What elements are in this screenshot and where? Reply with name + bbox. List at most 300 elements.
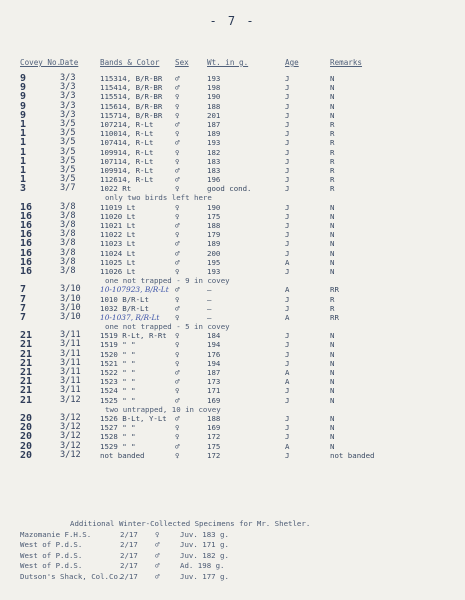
covey-cell: 1	[20, 128, 27, 140]
covey-cell: 9	[20, 109, 27, 121]
remarks-cell: N	[330, 432, 335, 442]
covey-cell: 21	[20, 348, 33, 360]
table-row	[0, 451, 465, 460]
date-cell: 3/12	[60, 449, 81, 460]
band-cell: 115614, B/R-BR	[100, 101, 163, 111]
band-cell: 109914, R-Lt	[100, 147, 154, 157]
remarks-cell: N	[330, 441, 335, 451]
sex-cell: ♀	[175, 156, 180, 166]
band-cell: 11019 Lt	[100, 202, 136, 212]
band-cell: 1521 " "	[100, 358, 136, 368]
sex-cell: ♀	[175, 294, 180, 304]
date-cell: 2/17	[120, 550, 138, 560]
remarks-cell: N	[330, 386, 335, 396]
age-cell: J	[285, 175, 290, 185]
weight-cell: 189	[207, 239, 221, 249]
weight-cell: 189	[207, 129, 221, 139]
band-cell: 1032 B/R-Lt	[100, 303, 149, 313]
date-cell: 3/8	[60, 238, 76, 249]
age-cell: J	[285, 248, 290, 258]
remarks-cell: RR	[330, 285, 339, 295]
date-cell: 3/8	[60, 247, 76, 258]
age-cell: J	[285, 349, 290, 359]
band-cell: 11023 Lt	[100, 239, 136, 249]
sex-cell: ♂	[175, 441, 180, 451]
band-cell: 11025 Lt	[100, 257, 136, 267]
table-row	[0, 184, 465, 193]
band-cell: 11026 Lt	[100, 266, 136, 276]
weight-cell: —	[207, 294, 212, 304]
covey-cell: 16	[20, 247, 33, 259]
age-cell: J	[285, 110, 290, 120]
covey-cell: 21	[20, 330, 33, 342]
date-cell: 3/8	[60, 201, 76, 212]
age-cell: J	[285, 340, 290, 350]
weight-cell: 200	[207, 248, 221, 258]
age-cell: J	[285, 165, 290, 175]
footer-item	[20, 572, 310, 583]
age-cell: J	[285, 294, 290, 304]
band-cell: 112614, R-Lt	[100, 175, 154, 185]
footer-item	[20, 551, 310, 562]
band-cell: 115714, B/R-BR	[100, 110, 163, 120]
age-cell: A	[285, 285, 290, 295]
covey-cell: 7	[20, 284, 27, 296]
covey-cell: 21	[20, 376, 33, 388]
header-remarks: Remarks	[330, 58, 363, 67]
remarks-cell: N	[330, 248, 335, 258]
remarks-cell: N	[330, 230, 335, 240]
footer-section	[20, 519, 310, 582]
weight-cell: good cond.	[207, 184, 252, 194]
weight-cell: 175	[207, 441, 221, 451]
date-cell: 2/17	[120, 540, 138, 549]
weight-cell: 173	[207, 377, 221, 387]
weight-cell: 171	[207, 386, 221, 396]
age-cell: A	[285, 377, 290, 387]
remarks-cell: N	[330, 221, 335, 230]
weight-cell: —	[207, 303, 212, 313]
weight-cell: 187	[207, 119, 221, 129]
header-date: Date	[60, 58, 79, 67]
band-cell: 10-1037, R/R-Lt	[100, 312, 160, 322]
sex-cell: ♀	[175, 423, 180, 433]
band-cell: 115414, B/R-BR	[100, 83, 163, 93]
date-cell: 3/3	[60, 82, 76, 93]
sex-cell: ♀	[175, 266, 180, 276]
covey-cell: 7	[20, 302, 27, 314]
sex-cell: ♂	[175, 413, 180, 423]
covey-cell: 1	[20, 118, 27, 130]
remarks-cell: N	[330, 101, 335, 111]
age-cell: J	[285, 74, 290, 83]
remarks-cell: R	[330, 147, 335, 157]
sex-cell: ♀	[155, 529, 160, 539]
weight-cell: —	[207, 285, 212, 295]
location-cell: Mazomanie F.H.S.	[20, 529, 92, 539]
covey-cell: 21	[20, 339, 33, 351]
age-cell: J	[285, 156, 290, 166]
band-cell: 107414, R-Lt	[100, 138, 154, 148]
remarks-cell: R	[330, 184, 335, 194]
weight-cell: 188	[207, 101, 221, 111]
footer-title: Additional Winter-Collected Specimens for Mr. Shetler.	[70, 519, 311, 528]
footer-item	[20, 561, 310, 572]
header-sex: Sex	[175, 58, 189, 67]
date-cell: 3/5	[60, 174, 76, 185]
location-cell: West of P.d.S.	[20, 550, 83, 560]
covey-cell: 9	[20, 91, 27, 103]
weight-cell: 179	[207, 230, 221, 240]
band-cell: 1524 " "	[100, 386, 136, 396]
date-cell: 2/17	[120, 571, 138, 581]
age-cell: J	[285, 413, 290, 423]
age-cell: J	[285, 450, 290, 460]
note-text: one not trapped - 5 in covey	[105, 322, 230, 332]
age-cell: J	[285, 239, 290, 249]
remarks-cell: N	[330, 83, 335, 93]
covey-cell: 20	[20, 431, 33, 443]
location-cell: Dutson's Shack, Col.Co.	[20, 571, 123, 581]
sex-cell: ♀	[175, 386, 180, 396]
sex-cell: ♀	[175, 230, 180, 240]
sex-cell: ♀	[175, 432, 180, 442]
remarks-cell: N	[330, 257, 335, 267]
date-cell: 3/10	[60, 293, 81, 304]
date-cell: 3/3	[60, 109, 76, 120]
sex-cell: ♂	[175, 368, 180, 377]
covey-cell: 20	[20, 440, 33, 452]
date-cell: 3/11	[60, 330, 81, 341]
band-cell: 1022 Rt	[100, 184, 132, 194]
band-cell: 1523 " "	[100, 377, 136, 387]
weight-cell: 198	[207, 83, 221, 93]
sex-cell: ♀	[175, 110, 180, 120]
sex-cell: ♂	[175, 377, 180, 387]
remarks-cell: R	[330, 156, 335, 166]
sex-cell: ♂	[175, 83, 180, 93]
remarks-cell: N	[330, 395, 335, 405]
weight-cell: 193	[207, 74, 221, 83]
band-cell: 1525 " "	[100, 395, 136, 405]
date-cell: 3/5	[60, 128, 76, 139]
weight-cell: 188	[207, 221, 221, 230]
date-cell: 3/5	[60, 118, 76, 129]
band-cell: 11020 Lt	[100, 211, 136, 221]
band-cell: 109914, R-Lt	[100, 165, 154, 175]
remarks-cell: R	[330, 165, 335, 175]
remarks-cell: N	[330, 110, 335, 120]
weight-cell: 188	[207, 413, 221, 423]
date-cell: 3/5	[60, 155, 76, 166]
remarks-cell: R	[330, 138, 335, 148]
date-cell: 3/12	[60, 422, 81, 433]
age-cell: A	[285, 257, 290, 267]
date-cell: 3/8	[60, 265, 76, 276]
remarks-cell: N	[330, 368, 335, 377]
remarks-cell: R	[330, 119, 335, 129]
sex-cell: ♂	[155, 540, 160, 549]
age-weight-cell: Ad. 198 g.	[180, 561, 225, 570]
band-cell: 1522 " "	[100, 368, 136, 377]
age-weight-cell: Juv. 182 g.	[180, 550, 229, 560]
sex-cell: ♂	[175, 257, 180, 267]
remarks-cell: R	[330, 303, 335, 313]
sex-cell: ♂	[175, 175, 180, 185]
table-row	[0, 313, 465, 322]
sex-cell: ♀	[175, 450, 180, 460]
weight-cell: 201	[207, 110, 221, 120]
band-cell: 107214, R-Lt	[100, 119, 154, 129]
date-cell: 3/11	[60, 339, 81, 350]
remarks-cell: N	[330, 377, 335, 387]
sex-cell: ♀	[175, 101, 180, 111]
band-cell: 1520 " "	[100, 349, 136, 359]
date-cell: 3/10	[60, 302, 81, 313]
weight-cell: 187	[207, 368, 221, 377]
remarks-cell: not banded	[330, 450, 375, 460]
remarks-cell: N	[330, 349, 335, 359]
covey-cell: 1	[20, 174, 27, 186]
covey-cell: 16	[20, 256, 33, 268]
date-cell: 3/11	[60, 385, 81, 396]
location-cell: West of P.d.S.	[20, 540, 83, 549]
covey-cell: 1	[20, 137, 27, 149]
weight-cell: 184	[207, 331, 221, 341]
table-row	[0, 267, 465, 276]
covey-cell: 16	[20, 265, 33, 277]
date-cell: 3/8	[60, 210, 76, 221]
age-cell: J	[285, 129, 290, 139]
band-cell: 1519 R-Lt, R-Rt	[100, 331, 167, 341]
remarks-cell: N	[330, 202, 335, 212]
date-cell: 3/11	[60, 357, 81, 368]
band-cell: 115314, B/R-BR	[100, 74, 163, 83]
covey-cell: 16	[20, 201, 33, 213]
sex-cell: ♀	[175, 358, 180, 368]
sex-cell: ♀	[175, 202, 180, 212]
covey-cell: 9	[20, 82, 27, 94]
age-cell: J	[285, 230, 290, 240]
remarks-cell: N	[330, 211, 335, 221]
covey-cell: 7	[20, 311, 27, 323]
header-band: Bands & Color	[100, 58, 160, 67]
covey-cell: 7	[20, 293, 27, 305]
sex-cell: ♀	[175, 331, 180, 341]
remarks-cell: N	[330, 340, 335, 350]
weight-cell: 176	[207, 349, 221, 359]
age-cell: J	[285, 386, 290, 396]
weight-cell: 183	[207, 165, 221, 175]
band-cell: 11022 Lt	[100, 230, 136, 240]
weight-cell: —	[207, 312, 212, 322]
date-cell: 3/5	[60, 137, 76, 148]
band-cell: 1527 " "	[100, 423, 136, 433]
date-cell: 3/3	[60, 100, 76, 111]
age-cell: A	[285, 312, 290, 322]
covey-cell: 16	[20, 210, 33, 222]
covey-cell: 3	[20, 183, 27, 195]
age-cell: A	[285, 441, 290, 451]
sex-cell: ♂	[175, 395, 180, 405]
band-cell: 11021 Lt	[100, 221, 136, 230]
sex-cell: ♂	[155, 550, 160, 560]
covey-cell: 9	[20, 100, 27, 112]
remarks-cell: N	[330, 74, 335, 83]
age-cell: J	[285, 266, 290, 276]
band-cell: not banded	[100, 450, 145, 460]
band-cell: 107114, R-Lt	[100, 156, 154, 166]
sex-cell: ♂	[175, 221, 180, 230]
age-cell: J	[285, 423, 290, 433]
age-cell: A	[285, 368, 290, 377]
weight-cell: 193	[207, 266, 221, 276]
covey-cell: 16	[20, 229, 33, 241]
age-weight-cell: Juv. 183 g.	[180, 529, 229, 539]
remarks-cell: R	[330, 129, 335, 139]
age-cell: J	[285, 119, 290, 129]
covey-cell: 21	[20, 394, 33, 406]
table-row	[0, 396, 465, 405]
age-cell: J	[285, 395, 290, 405]
weight-cell: 194	[207, 358, 221, 368]
date-cell: 3/7	[60, 183, 76, 194]
sex-cell: ♂	[175, 119, 180, 129]
sex-cell: ♂	[175, 285, 180, 295]
date-cell: 3/10	[60, 284, 81, 295]
age-cell: J	[285, 331, 290, 341]
covey-cell: 1	[20, 164, 27, 176]
weight-cell: 172	[207, 432, 221, 442]
weight-cell: 169	[207, 423, 221, 433]
remarks-cell: N	[330, 92, 335, 102]
date-cell: 3/8	[60, 229, 76, 240]
remarks-cell: N	[330, 413, 335, 423]
age-weight-cell: Juv. 171 g.	[180, 540, 229, 549]
sex-cell: ♀	[175, 129, 180, 139]
age-weight-cell: Juv. 177 g.	[180, 571, 229, 581]
age-cell: J	[285, 303, 290, 313]
sex-cell: ♂	[175, 138, 180, 148]
covey-cell: 20	[20, 412, 33, 424]
date-cell: 3/5	[60, 164, 76, 175]
age-cell: J	[285, 202, 290, 212]
covey-cell: 16	[20, 220, 33, 231]
age-cell: J	[285, 83, 290, 93]
sex-cell: ♂	[155, 561, 160, 570]
band-cell: 1519 " "	[100, 340, 136, 350]
age-cell: J	[285, 101, 290, 111]
sex-cell: ♂	[175, 239, 180, 249]
band-cell: 11024 Lt	[100, 248, 136, 258]
age-cell: J	[285, 138, 290, 148]
covey-cell: 21	[20, 385, 33, 397]
sex-cell: ♂	[175, 74, 180, 83]
weight-cell: 169	[207, 395, 221, 405]
date-cell: 3/3	[60, 91, 76, 102]
footer-list	[20, 530, 310, 583]
age-cell: J	[285, 358, 290, 368]
weight-cell: 172	[207, 450, 221, 460]
weight-cell: 194	[207, 340, 221, 350]
weight-cell: 196	[207, 175, 221, 185]
remarks-cell: N	[330, 239, 335, 249]
weight-cell: 190	[207, 202, 221, 212]
data-table	[0, 74, 465, 460]
remarks-cell: RR	[330, 312, 339, 322]
covey-cell: 16	[20, 238, 33, 250]
sex-cell: ♂	[175, 248, 180, 258]
weight-cell: 195	[207, 257, 221, 267]
band-cell: 1010 B/R-Lt	[100, 294, 149, 304]
remarks-cell: N	[330, 331, 335, 341]
age-cell: J	[285, 184, 290, 194]
age-cell: J	[285, 147, 290, 157]
header-covey: Covey No.	[20, 58, 62, 67]
weight-cell: 183	[207, 156, 221, 166]
date-cell: 3/8	[60, 256, 76, 267]
sex-cell: ♀	[175, 147, 180, 157]
date-cell: 3/11	[60, 376, 81, 387]
weight-cell: 190	[207, 92, 221, 102]
note-text: only two birds left here	[105, 193, 212, 203]
date-cell: 2/17	[120, 529, 138, 539]
covey-cell: 9	[20, 73, 27, 84]
sex-cell: ♂	[155, 571, 160, 581]
covey-cell: 1	[20, 155, 27, 167]
covey-cell: 1	[20, 146, 27, 158]
remarks-cell: N	[330, 423, 335, 433]
date-cell: 3/11	[60, 367, 81, 377]
band-cell: 110014, R-Lt	[100, 129, 154, 139]
note-text: two untrapped, 10 in covey	[105, 404, 221, 414]
sex-cell: ♂	[175, 303, 180, 313]
header-weight: Wt. in g.	[207, 58, 249, 67]
date-cell: 2/17	[120, 561, 138, 570]
date-cell: 3/5	[60, 146, 76, 157]
age-cell: J	[285, 92, 290, 102]
date-cell: 3/12	[60, 440, 81, 451]
remarks-cell: R	[330, 294, 335, 304]
date-cell: 3/12	[60, 394, 81, 405]
weight-cell: 182	[207, 147, 221, 157]
covey-cell: 20	[20, 449, 33, 461]
sex-cell: ♀	[175, 340, 180, 350]
remarks-cell: R	[330, 175, 335, 185]
sex-cell: ♀	[175, 349, 180, 359]
age-cell: J	[285, 211, 290, 221]
sex-cell: ♂	[175, 165, 180, 175]
note-text: one not trapped - 9 in covey	[105, 276, 230, 286]
sex-cell: ♀	[175, 184, 180, 194]
footer-item	[20, 540, 310, 551]
date-cell: 3/8	[60, 220, 76, 230]
location-cell: West of P.d.S.	[20, 561, 83, 570]
remarks-cell: N	[330, 266, 335, 276]
band-cell: 10-107923, B/R-Lt	[100, 285, 169, 295]
sex-cell: ♀	[175, 211, 180, 221]
date-cell: 3/3	[60, 73, 76, 83]
age-cell: J	[285, 432, 290, 442]
covey-cell: 21	[20, 357, 33, 369]
date-cell: 3/12	[60, 412, 81, 423]
age-cell: J	[285, 221, 290, 230]
remarks-cell: N	[330, 358, 335, 368]
band-cell: 1529 " "	[100, 441, 136, 451]
date-cell: 3/12	[60, 431, 81, 442]
sex-cell: ♀	[175, 312, 180, 322]
covey-cell: 21	[20, 367, 33, 378]
